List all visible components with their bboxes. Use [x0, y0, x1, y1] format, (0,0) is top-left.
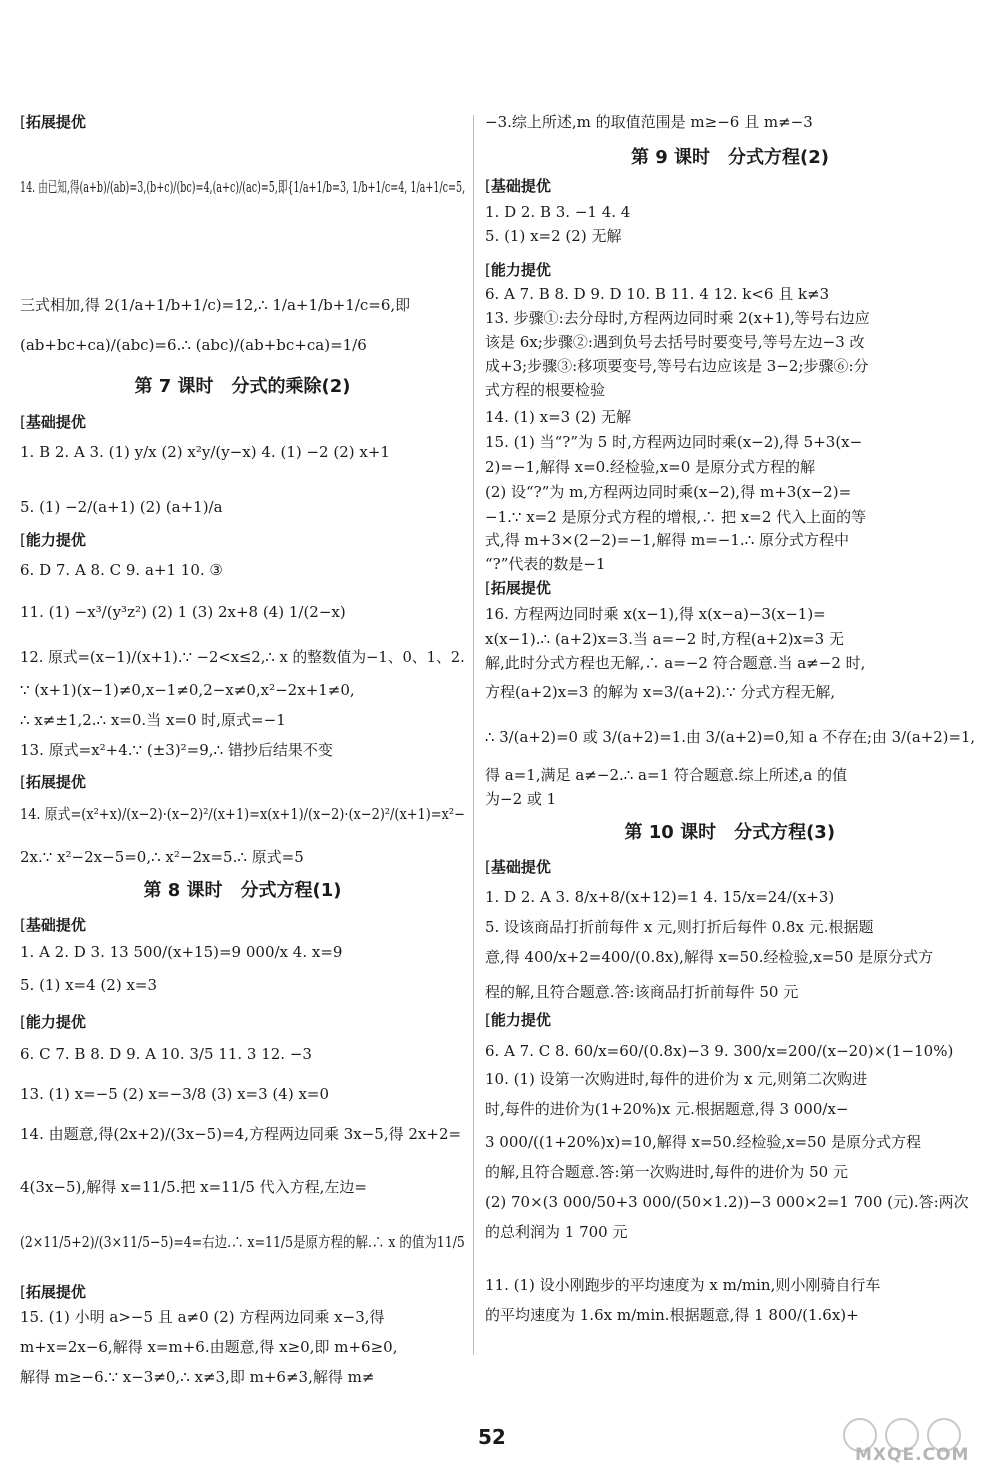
answer-line: 14. 由题意,得(2x+2)/(3x−5)=4,方程两边同乘 3x−5,得 2x+2=: [20, 1125, 462, 1143]
answer-line: m+x=2x−6,解得 x=m+6.由题意,得 x≥0,即 m+6≥0,: [20, 1338, 398, 1356]
answer-line: 6. A 7. C 8. 60/x=60/(0.8x)−3 9. 300/x=200/(x−20)×(1−10%): [485, 1042, 954, 1060]
answer-line: 5. (1) −2/(a+1) (2) (a+1)/a: [20, 498, 223, 516]
section-tag: [基础提优: [485, 177, 551, 195]
answer-line: 解,此时分式方程也无解,∴ a=−2 符合题意.当 a≠−2 时,: [485, 654, 866, 672]
answer-line: 1. D 2. B 3. −1 4. 4: [485, 203, 631, 221]
answer-line: 方程(a+2)x=3 的解为 x=3/(a+2).∵ 分式方程无解,: [485, 683, 836, 701]
lesson-title: 第 7 课时 分式的乘除(2): [134, 376, 351, 397]
answer-line: 程的解,且符合题意.答:该商品打折前每件 50 元: [485, 983, 799, 1001]
answer-line: (2) 设“?”为 m,方程两边同时乘(x−2),得 m+3(x−2)=: [485, 483, 852, 501]
answer-line: 14. 由已知,得(a+b)/(ab)=3,(b+c)/(bc)=4,(a+c)/(ac)=5,即{1/a+1/b=3, 1/b+1/c=4, 1/a+1/c=5,: [20, 178, 466, 196]
answer-line: x(x−1).∴ (a+2)x=3.当 a=−2 时,方程(a+2)x=3 无: [485, 630, 844, 648]
section-tag: [能力提优: [485, 1011, 551, 1029]
answer-line: 为−2 或 1: [485, 790, 557, 808]
answer-line: 13. 步骤①:去分母时,方程两边同时乘 2(x+1),等号右边应: [485, 309, 870, 327]
answer-line: 13. (1) x=−5 (2) x=−3/8 (3) x=3 (4) x=0: [20, 1085, 330, 1103]
answer-line: 6. A 7. B 8. D 9. D 10. B 11. 4 12. k<6 且 k≠3: [485, 285, 830, 303]
section-tag: [基础提优: [485, 858, 551, 876]
section-tag: [拓展提优: [20, 773, 86, 791]
answer-line: 16. 方程两边同时乘 x(x−1),得 x(x−a)−3(x−1)=: [485, 605, 826, 623]
answer-line: 12. 原式=(x−1)/(x+1).∵ −2<x≤2,∴ x 的整数值为−1、0、1、2.: [20, 648, 465, 666]
answer-line: 1. B 2. A 3. (1) y/x (2) x²y/(y−x) 4. (1) −2 (2) x+1: [20, 443, 390, 461]
lesson-title: 第 9 课时 分式方程(2): [631, 147, 830, 168]
lesson-title: 第 10 课时 分式方程(3): [624, 822, 836, 843]
answer-line: 1. A 2. D 3. 13 500/(x+15)=9 000/x 4. x=9: [20, 943, 343, 961]
answer-line: (2) 70×(3 000/50+3 000/(50×1.2))−3 000×2=1 700 (元).答:两次: [485, 1193, 969, 1211]
answer-line: 该是 6x;步骤②:遇到负号去括号时要变号,等号左边−3 改: [485, 333, 865, 351]
answer-line: 5. 设该商品打折前每件 x 元,则打折后每件 0.8x 元.根据题: [485, 918, 874, 936]
answer-line: 式,得 m+3×(2−2)=−1,解得 m=−1.∴ 原分式方程中: [485, 531, 850, 549]
page-number: 52: [478, 1425, 506, 1449]
answer-line: 15. (1) 当“?”为 5 时,方程两边同时乘(x−2),得 5+3(x−: [485, 433, 863, 451]
answer-line: 2)=−1,解得 x=0.经检验,x=0 是原分式方程的解: [485, 458, 816, 476]
answer-line: −1.∵ x=2 是原分式方程的增根,∴ 把 x=2 代入上面的等: [485, 508, 867, 526]
answer-line: ∴ x≠±1,2.∴ x=0.当 x=0 时,原式=−1: [20, 711, 286, 729]
answer-line: 3 000/((1+20%)x)=10,解得 x=50.经检验,x=50 是原分式方程: [485, 1133, 922, 1151]
answer-line: 三式相加,得 2(1/a+1/b+1/c)=12,∴ 1/a+1/b+1/c=6,即: [20, 296, 411, 314]
answer-line: 10. (1) 设第一次购进时,每件的进价为 x 元,则第二次购进: [485, 1070, 868, 1088]
section-tag: [能力提优: [20, 1013, 86, 1031]
answer-line: −3.综上所述,m 的取值范围是 m≥−6 且 m≠−3: [485, 113, 813, 131]
answer-line: ∴ 3/(a+2)=0 或 3/(a+2)=1.由 3/(a+2)=0,知 a 不存在;由 3/(a+2)=1,: [485, 728, 976, 746]
section-tag: [拓展提优: [485, 579, 551, 597]
answer-line: ∵ (x+1)(x−1)≠0,x−1≠0,2−x≠0,x²−2x+1≠0,: [20, 681, 355, 699]
lesson-title: 第 8 课时 分式方程(1): [143, 880, 342, 901]
answer-line: 2x.∵ x²−2x−5=0,∴ x²−2x=5.∴ 原式=5: [20, 848, 304, 866]
answer-line: 时,每件的进价为(1+20%)x 元.根据题意,得 3 000/x−: [485, 1100, 849, 1118]
answer-line: 的解,且符合题意.答:第一次购进时,每件的进价为 50 元: [485, 1163, 848, 1181]
section-tag: [能力提优: [485, 261, 551, 279]
answer-line: 11. (1) −x³/(y³z²) (2) 1 (3) 2x+8 (4) 1/(2−x): [20, 603, 346, 621]
section-tag: [基础提优: [20, 916, 86, 934]
section-tag: [能力提优: [20, 531, 86, 549]
answer-line: 14. (1) x=3 (2) 无解: [485, 408, 631, 426]
answer-line: 6. D 7. A 8. C 9. a+1 10. ③: [20, 561, 223, 579]
answer-line: “?”代表的数是−1: [485, 555, 606, 573]
answer-line: (ab+bc+ca)/(abc)=6.∴ (abc)/(ab+bc+ca)=1/6: [20, 336, 367, 354]
section-tag: [拓展提优: [20, 113, 86, 131]
answer-line: 5. (1) x=2 (2) 无解: [485, 227, 622, 245]
answer-line: 的总利润为 1 700 元: [485, 1223, 628, 1241]
answer-line: 13. 原式=x²+4.∵ (±3)²=9,∴ 错抄后结果不变: [20, 741, 333, 759]
watermark-text: MXQE.COM: [855, 1445, 970, 1465]
answer-line: 的平均速度为 1.6x m/min.根据题意,得 1 800/(1.6x)+: [485, 1306, 859, 1324]
answer-line: 1. D 2. A 3. 8/x+8/(x+12)=1 4. 15/x=24/(x+3): [485, 888, 835, 906]
section-tag: [基础提优: [20, 413, 86, 431]
answer-line: 解得 m≥−6.∵ x−3≠0,∴ x≠3,即 m+6≠3,解得 m≠: [20, 1368, 375, 1386]
section-tag: [拓展提优: [20, 1283, 86, 1301]
answer-line: 成+3;步骤③:移项要变号,等号右边应该是 3−2;步骤⑥:分: [485, 357, 869, 375]
answer-line: (2×11/5+2)/(3×11/5−5)=4=右边.∴ x=11/5是原方程的解.∴ x 的值为11/5: [20, 1233, 465, 1251]
answer-line: 得 a=1,满足 a≠−2.∴ a=1 符合题意.综上所述,a 的值: [485, 766, 848, 784]
answer-line: 11. (1) 设小刚跑步的平均速度为 x m/min,则小刚骑自行车: [485, 1276, 881, 1294]
answer-line: 4(3x−5),解得 x=11/5.把 x=11/5 代入方程,左边=: [20, 1178, 367, 1196]
answer-line: 式方程的根要检验: [485, 381, 606, 399]
answer-line: 15. (1) 小明 a>−5 且 a≠0 (2) 方程两边同乘 x−3,得: [20, 1308, 385, 1326]
column-divider: [473, 115, 474, 1355]
answer-line: 6. C 7. B 8. D 9. A 10. 3/5 11. 3 12. −3: [20, 1045, 312, 1063]
answer-line: 意,得 400/x+2=400/(0.8x),解得 x=50.经检验,x=50 是原分式方: [485, 948, 934, 966]
answer-line: 5. (1) x=4 (2) x=3: [20, 976, 158, 994]
answer-line: 14. 原式=(x²+x)/(x−2)·(x−2)²/(x+1)=x(x+1)/(x−2)·(x−2)²/(x+1)=x²−: [20, 805, 465, 823]
